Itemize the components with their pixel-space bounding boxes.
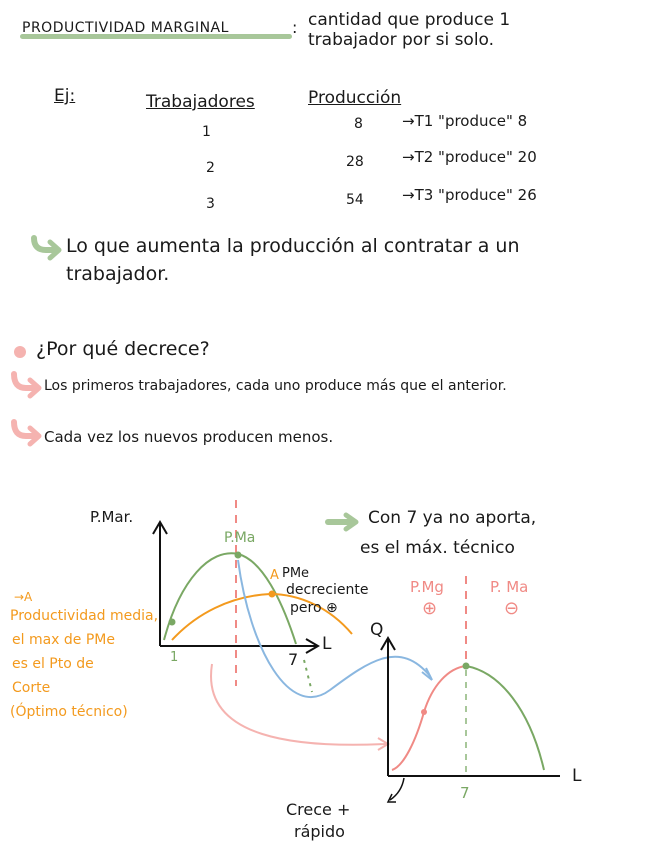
table-row-1-note: →T1 "produce" 8 [402, 112, 528, 130]
example-label: Ej: [54, 86, 76, 106]
graph2-x-label: L [572, 766, 582, 786]
question-text: ¿Por qué decrece? [36, 338, 210, 360]
graph2-pmg-neg-label: P. Ma [490, 578, 529, 596]
table-row-1-workers: 1 [202, 124, 211, 140]
summary-text: Lo que aumenta la producción al contratar a un trabajador. [66, 235, 520, 285]
table-header-production: Producción [308, 88, 402, 108]
title-colon: : [292, 18, 298, 37]
definition-text: cantidad que produce 1 trabajador por si solo. [308, 10, 511, 50]
side-note-line4: es el Pto de [12, 656, 94, 672]
graph2-pmg-pos-label: P.Mg [410, 578, 444, 596]
page-title: PRODUCTIVIDAD MARGINAL [22, 20, 229, 36]
growth-note-line2: rápido [294, 822, 345, 841]
side-note-line2: Productividad media, [10, 608, 159, 624]
table-row-1-production: 8 [354, 116, 363, 132]
side-note-line3: el max de PMe [12, 632, 115, 648]
growth-note-line1: Crece + [286, 800, 351, 819]
side-note-line1: →A [14, 590, 33, 604]
graph1-a-label: A [270, 568, 279, 583]
pme-note-line1: PMe [282, 566, 310, 581]
table-row-3-workers: 3 [206, 196, 215, 212]
graph1-y-label: P.Mar. [90, 508, 134, 526]
pme-note-line2: decreciente [286, 582, 369, 598]
table-row-2-workers: 2 [206, 160, 215, 176]
graph1-x-tick-1: 1 [170, 650, 179, 665]
side-note-line6: (Óptimo técnico) [10, 704, 128, 720]
graph2-x-tick-7: 7 [460, 784, 470, 802]
graph2-y-label: Q [370, 620, 384, 640]
table-header-workers: Trabajadores [146, 92, 255, 112]
reason-1-text: Los primeros trabajadores, cada uno produce más que el anterior. [44, 378, 507, 394]
table-row-2-production: 28 [346, 154, 364, 170]
tech-note-line2: es el máx. técnico [360, 538, 515, 558]
graph1-pmg-label: P.Ma [224, 530, 256, 546]
side-note-line5: Corte [12, 680, 51, 696]
tech-note-line1: Con 7 ya no aporta, [368, 508, 537, 528]
table-row-3-production: 54 [346, 192, 364, 208]
graph2-neg-sign: ⊖ [504, 598, 520, 619]
table-row-3-note: →T3 "produce" 26 [402, 186, 537, 204]
graph1-x-label: L [322, 634, 332, 654]
graph1-x-tick-7: 7 [288, 650, 299, 669]
pme-note-line3: pero ⊕ [290, 600, 338, 616]
table-row-2-note: →T2 "produce" 20 [402, 148, 537, 166]
graph2-pos-sign: ⊕ [422, 598, 438, 619]
reason-2-text: Cada vez los nuevos producen menos. [44, 428, 334, 446]
